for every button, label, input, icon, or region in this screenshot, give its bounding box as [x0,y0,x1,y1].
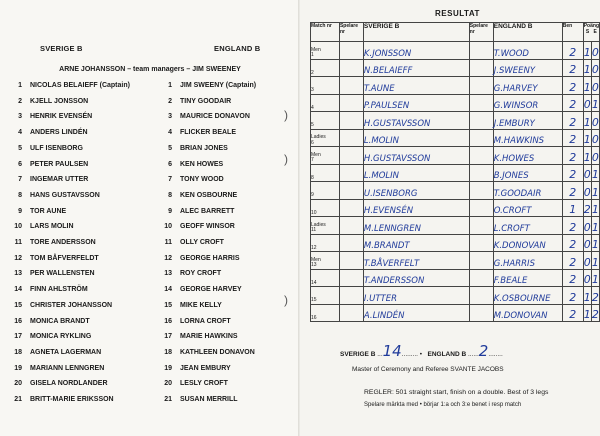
match-number: Men 7 [311,147,340,165]
sverige-player: M.LENNGREN [363,217,469,235]
results-table [310,22,600,322]
player-name: JEAN EMBURY [180,364,231,372]
player-row [150,125,256,141]
player-row [150,204,256,220]
player-row [150,376,256,392]
england-player: M.HAWKINS [493,129,562,147]
player-name: MONICA BRANDT [30,317,90,325]
player-number: 12 [164,254,172,262]
points-e: 1 [591,252,599,270]
player-name: MONICA RYKLING [30,333,92,341]
points-s: 0 [583,94,591,112]
player-row [150,266,256,282]
player-row [0,266,130,282]
player-name: AGNETA LAGERMAN [30,348,102,356]
player-b-cell [469,287,493,305]
match-number: 2 [311,59,340,77]
england-player: O.CROFT [493,199,562,217]
player-name: HENRIK EVENSÉN [30,113,93,121]
header-poang: Poäng [583,23,599,29]
result-row [311,234,600,252]
player-a-cell [339,112,363,130]
player-name: ANDERS LINDÉN [30,129,88,137]
legs-value: 2 [562,59,583,77]
player-b-cell [469,304,493,322]
player-a-cell [339,59,363,77]
player-number: 3 [168,113,172,121]
england-player: J.SWEENY [493,59,562,77]
legs-value: 2 [562,182,583,200]
player-name: GISELA NORDLANDER [30,380,108,388]
player-row [0,392,130,408]
player-name: TORE ANDERSSON [30,239,96,247]
player-number: 21 [14,396,22,404]
legs-value: 2 [562,234,583,252]
player-number: 3 [18,113,22,121]
sverige-player: L.MOLIN [363,164,469,182]
player-name: TOM BÅFVERFELDT [30,254,99,262]
result-row [311,164,600,182]
player-row [150,251,256,267]
player-a-cell [339,269,363,287]
player-name: MIKE KELLY [180,301,222,309]
punch-hole-mark: ) [284,293,288,307]
points-e: 2 [591,304,599,322]
player-number: 2 [18,97,22,105]
player-name: TONY WOOD [180,176,224,184]
player-name: KEN OSBOURNE [180,191,238,199]
sverige-player: K.JONSSON [363,42,469,60]
player-a-cell [339,94,363,112]
legs-value: 2 [562,94,583,112]
player-row [150,219,256,235]
sverige-player: H.GUSTAVSSON [363,112,469,130]
points-s: 1 [583,287,591,305]
header-s: S [585,29,590,35]
player-b-cell [469,94,493,112]
player-number: 14 [14,286,22,294]
player-number: 10 [14,223,22,231]
player-number: 7 [168,176,172,184]
player-row [0,376,130,392]
player-b-cell [469,59,493,77]
match-number: 14 [311,269,340,287]
result-row [311,182,600,200]
points-e: 1 [591,182,599,200]
legs-value: 2 [562,164,583,182]
england-player: G.HARRIS [493,252,562,270]
sverige-player: A.LINDÉN [363,304,469,322]
sverige-player: T.ANDERSSON [363,269,469,287]
points-s: 0 [583,182,591,200]
legs-value: 2 [562,112,583,130]
team-a-title: SVERIGE B [40,44,83,53]
points-s: 0 [583,234,591,252]
header-e: E [593,29,597,35]
player-number: 14 [164,286,172,294]
header-player-b: Spelare nr [469,23,493,42]
points-s: 1 [583,77,591,95]
player-a-cell [339,199,363,217]
england-player: T.WOOD [493,42,562,60]
player-a-cell [339,217,363,235]
result-row [311,147,600,165]
player-row [150,157,256,173]
player-name: CHRISTER JOHANSSON [30,301,113,309]
match-number: 3 [311,77,340,95]
player-number: 16 [14,317,22,325]
points-e: 1 [591,217,599,235]
header-england: ENGLAND B [493,23,562,42]
england-player: K.HOWES [493,147,562,165]
header-points [583,23,599,42]
player-row [150,172,256,188]
team-b-list [150,78,256,408]
player-b-cell [469,42,493,60]
points-e: 0 [591,147,599,165]
player-number: 17 [164,333,172,341]
points-s: 1 [583,59,591,77]
match-number: Ladies 11 [311,217,340,235]
player-number: 9 [18,207,22,215]
player-row [0,188,130,204]
player-name: SUSAN MERRILL [180,396,238,404]
player-row [150,94,256,110]
player-number: 4 [18,129,22,137]
punch-hole-mark: ) [284,152,288,166]
managers-line: ARNE JOHANSSON – team managers – JIM SWEENEY [59,66,241,73]
player-name: INGEMAR UTTER [30,176,89,184]
england-player: B.JONES [493,164,562,182]
sverige-player: T.AUNE [363,77,469,95]
result-row [311,112,600,130]
player-number: 19 [14,364,22,372]
legs-value: 2 [562,269,583,287]
player-name: GEORGE HARVEY [180,286,242,294]
points-e: 0 [591,129,599,147]
match-number: Men 13 [311,252,340,270]
player-name: PER WALLENSTEN [30,270,95,278]
points-s: 0 [583,164,591,182]
player-number: 11 [14,239,22,247]
england-player: K.DONOVAN [493,234,562,252]
player-name: LESLY CROFT [180,380,228,388]
sverige-player: I.UTTER [363,287,469,305]
player-number: 19 [164,364,172,372]
player-row [0,94,130,110]
legs-value: 2 [562,42,583,60]
points-s: 0 [583,217,591,235]
player-a-cell [339,77,363,95]
england-player: F.BEALE [493,269,562,287]
player-number: 6 [168,160,172,168]
player-number: 11 [164,239,172,247]
player-row [150,141,256,157]
match-number: 15 [311,287,340,305]
england-player: J.EMBURY [493,112,562,130]
points-s: 1 [583,112,591,130]
legs-value: 2 [562,217,583,235]
player-name: TINY GOODAIR [180,97,232,105]
player-b-cell [469,199,493,217]
player-b-cell [469,217,493,235]
player-row [150,109,256,125]
player-number: 9 [168,207,172,215]
legs-value: 2 [562,287,583,305]
player-name: KATHLEEN DONAVON [180,348,255,356]
points-s: 1 [583,304,591,322]
player-row [150,361,256,377]
legs-value: 1 [562,199,583,217]
sverige-score-label: SVERIGE B [340,351,376,358]
player-name: ULF ISENBORG [30,144,83,152]
player-number: 1 [18,82,22,89]
match-number: 12 [311,234,340,252]
player-row [0,329,130,345]
player-b-cell [469,182,493,200]
player-a-cell [339,164,363,182]
header-ben: Ben [562,23,583,42]
player-name: MARIE HAWKINS [180,333,238,341]
score-line: SVERIGE B ...14......... • ENGLAND B ......2........ [340,342,503,360]
player-row [150,78,256,94]
player-row [0,141,130,157]
player-row [0,235,130,251]
player-number: 7 [18,176,22,184]
punch-hole-mark: ) [284,108,288,122]
player-number: 5 [168,144,172,152]
result-row [311,94,600,112]
points-e: 1 [591,234,599,252]
player-a-cell [339,287,363,305]
team-a-list [0,78,130,408]
player-row [150,314,256,330]
points-e: 0 [591,42,599,60]
player-a-cell [339,147,363,165]
player-number: 2 [168,97,172,105]
player-row [0,314,130,330]
player-number: 20 [14,380,22,388]
player-row [0,219,130,235]
results-title: RESULTAT [435,9,480,18]
player-b-cell [469,147,493,165]
player-number: 15 [14,301,22,309]
england-player: M.DONOVAN [493,304,562,322]
header-match: Match nr [311,23,340,42]
player-b-cell [469,269,493,287]
sverige-player: P.PAULSEN [363,94,469,112]
player-a-cell [339,129,363,147]
player-row [150,329,256,345]
player-name: TOR AUNE [30,207,67,215]
player-number: 18 [14,348,22,356]
player-row [150,235,256,251]
result-row [311,42,600,60]
points-e: 0 [591,59,599,77]
match-number: 4 [311,94,340,112]
player-row [0,157,130,173]
sverige-player: M.BRANDT [363,234,469,252]
player-number: 18 [164,348,172,356]
player-row [0,204,130,220]
player-name: MAURICE DONAVON [180,113,250,121]
player-number: 6 [18,160,22,168]
player-number: 4 [168,129,172,137]
player-number: 20 [164,380,172,388]
points-e: 1 [591,94,599,112]
player-a-cell [339,182,363,200]
player-row [150,392,256,408]
player-number: 8 [18,191,22,199]
sverige-player: T.BÅVERFELT [363,252,469,270]
player-name: ROY CROFT [180,270,222,278]
player-b-cell [469,234,493,252]
sverige-score: 14 [382,342,402,360]
player-row [0,78,130,94]
player-row [150,282,256,298]
player-row [0,251,130,267]
points-s: 0 [583,252,591,270]
player-row [0,109,130,125]
header-sverige: SVERIGE B [363,23,469,42]
player-b-cell [469,112,493,130]
player-number: 8 [168,191,172,199]
player-number: 13 [14,270,22,278]
player-row [0,282,130,298]
player-a-cell [339,304,363,322]
england-player: L.CROFT [493,217,562,235]
rules-line-2: Spelare märkta med • börjar 1:a och 3:e benet i resp match [364,402,522,408]
legs-value: 2 [562,304,583,322]
match-number: 10 [311,199,340,217]
player-number: 13 [164,270,172,278]
player-name: FINN AHLSTRÖM [30,286,88,294]
legs-value: 2 [562,252,583,270]
result-row [311,252,600,270]
player-number: 5 [18,144,22,152]
header-player-a: Spelare nr [339,23,363,42]
legs-value: 2 [562,77,583,95]
result-row [311,287,600,305]
master-line: Master of Ceremony and Referee SVANTE JACOBS [352,366,504,373]
player-number: 10 [164,223,172,231]
result-row [311,77,600,95]
team-b-title: ENGLAND B [214,44,261,53]
legs-value: 2 [562,147,583,165]
sverige-player: L.MOLIN [363,129,469,147]
player-a-cell [339,252,363,270]
player-name: KJELL JONSSON [30,97,89,105]
player-b-cell [469,164,493,182]
result-row [311,129,600,147]
player-row [150,345,256,361]
points-e: 1 [591,199,599,217]
points-e: 1 [591,164,599,182]
player-number: 21 [164,396,172,404]
points-s: 0 [583,269,591,287]
england-player: K.OSBOURNE [493,287,562,305]
player-name: MARIANN LENNGREN [30,364,105,372]
player-row [0,172,130,188]
points-e: 0 [591,77,599,95]
points-e: 1 [591,269,599,287]
player-name: NICOLAS BELAIEFF (Captain) [30,82,130,89]
sverige-player: H.EVENSÉN [363,199,469,217]
points-s: 1 [583,42,591,60]
player-number: 16 [164,317,172,325]
points-s: 1 [583,129,591,147]
result-row [311,217,600,235]
match-number: Men 1 [311,42,340,60]
player-number: 12 [14,254,22,262]
player-row [0,125,130,141]
points-s: 2 [583,199,591,217]
player-name: KEN HOWES [180,160,224,168]
player-row [0,298,130,314]
match-number: 16 [311,304,340,322]
match-number: 5 [311,112,340,130]
player-name: OLLY CROFT [180,239,224,247]
match-number: Ladies 6 [311,129,340,147]
legs-value: 2 [562,129,583,147]
result-row [311,199,600,217]
player-name: GEORGE HARRIS [180,254,240,262]
points-s: 1 [583,147,591,165]
player-row [0,361,130,377]
sverige-player: N.BELAIEFF [363,59,469,77]
match-number: 9 [311,182,340,200]
player-number: 1 [168,82,172,89]
player-b-cell [469,252,493,270]
england-player: G.HARVEY [493,77,562,95]
england-score-label: ENGLAND B [427,351,467,358]
player-row [0,345,130,361]
result-row [311,59,600,77]
player-b-cell [469,77,493,95]
england-player: G.WINSOR [493,94,562,112]
player-name: ALEC BARRETT [180,207,235,215]
player-number: 15 [164,301,172,309]
match-number: 8 [311,164,340,182]
player-row [150,188,256,204]
player-a-cell [339,234,363,252]
sverige-player: H.GUSTAVSSON [363,147,469,165]
england-player: T.GOODAIR [493,182,562,200]
player-name: BRIAN JONES [180,144,228,152]
player-b-cell [469,129,493,147]
player-name: JIM SWEENY (Captain) [180,82,257,89]
player-name: FLICKER BEALE [180,129,236,137]
rules-line: REGLER: 501 straight start, finish on a double. Best of 3 legs [364,389,549,396]
player-name: BRITT-MARIE ERIKSSON [30,396,114,404]
player-name: HANS GUSTAVSSON [30,191,100,199]
points-e: 2 [591,287,599,305]
sverige-player: U.ISENBORG [363,182,469,200]
player-row [150,298,256,314]
player-a-cell [339,42,363,60]
player-number: 17 [14,333,22,341]
player-name: GEOFF WINSOR [180,223,235,231]
player-name: LARS MOLIN [30,223,74,231]
result-row [311,269,600,287]
points-e: 0 [591,112,599,130]
result-row [311,304,600,322]
england-score: 2 [478,342,489,360]
player-name: LORNA CROFT [180,317,231,325]
player-name: PETER PAULSEN [30,160,89,168]
